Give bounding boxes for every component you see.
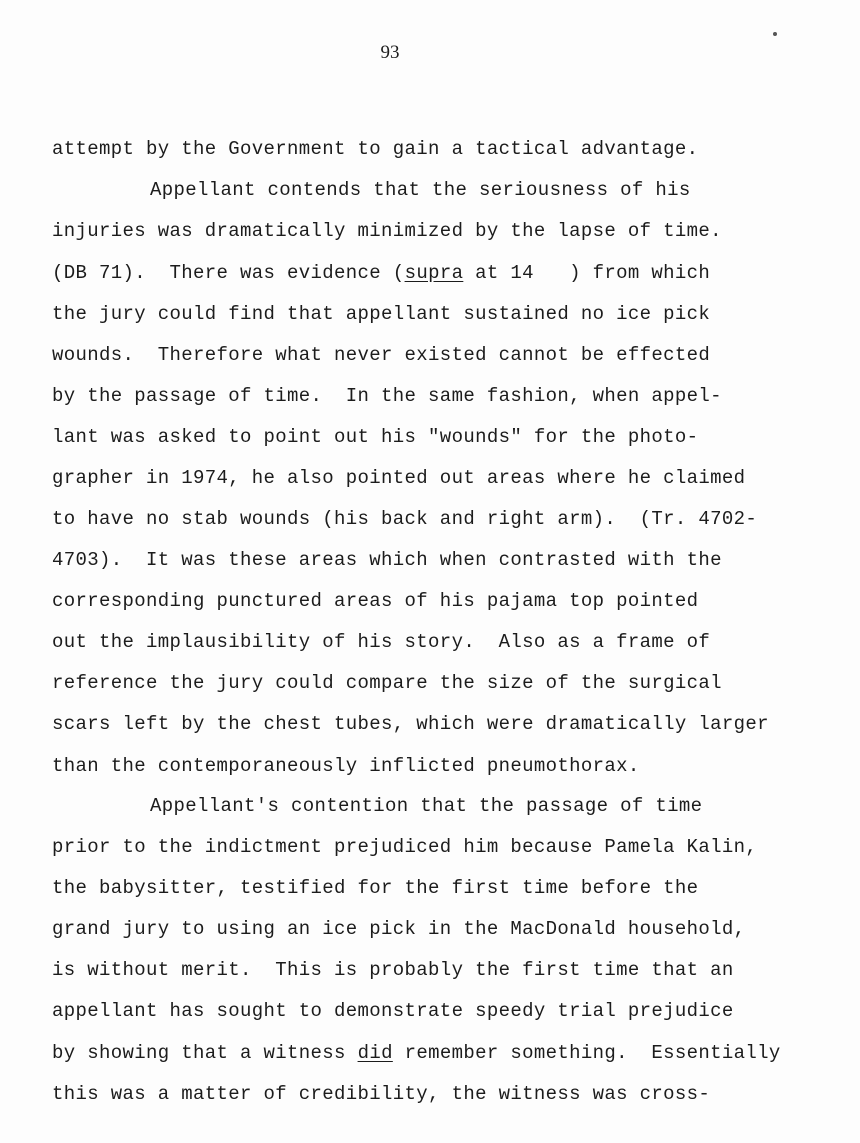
text-line: grand jury to using an ice pick in the MacDonald household, [52,918,746,940]
text-line: out the implausibility of his story. Also as a frame of [52,631,711,653]
scan-speck [773,32,777,36]
paragraph-first-line: Appellant's contention that the passage of time [150,795,703,817]
text-line: by the passage of time. In the same fashion, when appel- [52,385,722,407]
text-line: attempt by the Government to gain a tactical advantage. [52,138,699,160]
text-line: reference the jury could compare the size of the surgical [52,672,722,694]
paragraph-first-line: Appellant contends that the seriousness of his [150,179,691,201]
text-line: injuries was dramatically minimized by the lapse of time. [52,220,722,242]
line-text: by showing that a witness [52,1042,358,1064]
text-line: prior to the indictment prejudiced him because Pamela Kalin, [52,836,758,858]
text-line: to have no stab wounds (his back and right arm). (Tr. 4702- [52,508,758,530]
text-line: corresponding punctured areas of his pajama top pointed [52,590,699,612]
text-line: scars left by the chest tubes, which were dramatically larger [52,713,769,735]
line-text: ) from which [533,262,711,284]
text-line: wounds. Therefore what never existed cannot be effected [52,344,711,366]
text-line-with-emphasis [52,1042,781,1064]
text-line: 4703). It was these areas which when contrasted with the [52,549,722,571]
text-line: the jury could find that appellant sustained no ice pick [52,303,711,325]
text-line: than the contemporaneously inflicted pneumothorax. [52,755,640,777]
page-number: 93 [380,42,400,63]
line-text: at [463,262,511,284]
line-text: (DB 71). There was evidence ( [52,262,405,284]
underlined-term: supra [404,262,464,284]
underlined-term: did [357,1042,393,1064]
text-line: grapher in 1974, he also pointed out areas where he claimed [52,467,746,489]
line-text: remember something. Essentially [392,1042,781,1064]
text-line: appellant has sought to demonstrate speedy trial prejudice [52,1000,734,1022]
page-reference: 14 [510,262,534,284]
text-line-with-citation [52,262,710,284]
text-line: this was a matter of credibility, the witness was cross- [52,1083,711,1105]
text-line: lant was asked to point out his "wounds" for the photo- [52,426,699,448]
text-line: is without merit. This is probably the first time that an [52,959,734,981]
text-line: the babysitter, testified for the first time before the [52,877,699,899]
